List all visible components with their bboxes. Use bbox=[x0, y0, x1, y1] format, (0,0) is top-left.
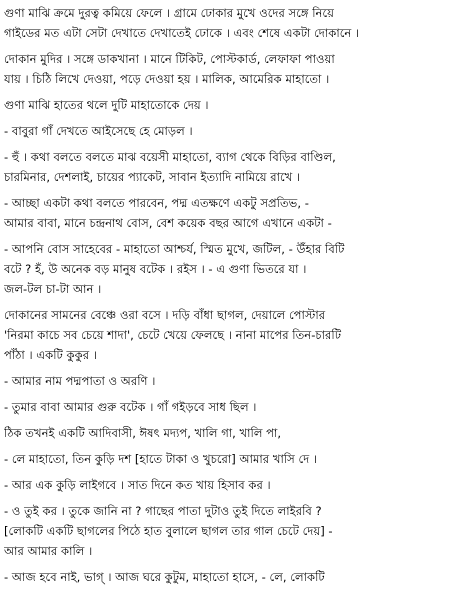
paragraph-12 bbox=[4, 449, 450, 469]
paragraph-8 bbox=[4, 305, 450, 365]
text-line: - ও তুই কর । তুকে জানি না ? গাছের পাতা দুটাও তুই দিতে লাইরবি ? bbox=[4, 504, 322, 518]
paragraph-2 bbox=[4, 49, 450, 89]
text-line: পাঁঠা । একটি কুকুর । bbox=[4, 348, 97, 362]
text-line: - লে মাহাতো, তিন কুড়ি দশ [হাতে টাকা ও খুচরো] আমার খাসি দে । bbox=[4, 452, 318, 466]
text-line: - আজ হবে নাই, ভাগ্ । আজ ঘরে কুটুম, মাহাতো হাসে, - লে, লোকটি bbox=[4, 570, 325, 584]
paragraph-4 bbox=[4, 121, 450, 141]
text-line: গাইডের মত এটা সেটা দেখাতে দেখাতেই ঢোকে । এবং শেষে একটা দোকানে । bbox=[4, 26, 360, 40]
text-line: গুণা মাঝি হাতের থলে দুটি মাহাতোকে দেয় । bbox=[4, 98, 209, 112]
text-line: যায় । চিঠি লিখে দেওয়া, পড়ে দেওয়া হয় । মালিক, আমেরিক মাহাতো । bbox=[4, 72, 330, 86]
text-line: দোকান মুদির । সঙ্গে ডাকখানা । মানে টিকিট, পোস্টকার্ড, লেফাফা পাওয়া bbox=[4, 52, 335, 66]
paragraph-10 bbox=[4, 397, 450, 417]
text-line: চারমিনার, দেশলাই, চায়ের প্যাকেট, সাবান ইত্যাদি নামিয়ে রাখে । bbox=[4, 170, 301, 184]
text-line: গুণা মাঝি ক্রমে দুরত্ব কমিয়ে ফেলে । গ্রামে ঢোকার মুখে ওদের সঙ্গে নিয়ে bbox=[4, 6, 334, 20]
text-line: - বাবুরা গাঁ দেখতে আইসেছে হে মোড়ল । bbox=[4, 124, 193, 138]
text-line: - আর এক কুড়ি লাইগবে । সাত দিনে কত খায় হিসাব কর । bbox=[4, 478, 271, 492]
text-line: বটে ? হঁ, উ অনেক বড় মানুষ বটেক । রইস । - এ গুণা ভিতরে যা । bbox=[4, 262, 307, 276]
text-line: - আপনি বোস সাহেবের - মাহাতো আশ্চর্য, স্মিত মুখে, জটিল, - উঁহার বিটি bbox=[4, 242, 345, 256]
text-line: - তুমার বাবা আমার গুরু বটেক । গাঁ গইড়বে সাধ ছিল । bbox=[4, 400, 257, 414]
paragraph-5 bbox=[4, 147, 450, 187]
text-line: [লোকটি একটি ছাগলের পিঠে হাত বুলালে ছাগল তার গাল চেটে দেয়] - bbox=[4, 524, 333, 538]
paragraph-13 bbox=[4, 475, 450, 495]
text-line: ঠিক তখনই একটি আদিবাসী, ঈষৎ মদ্যপ, খালি গা, খালি পা, bbox=[4, 426, 282, 440]
text-line: 'নিরমা কাচে সব চেয়ে শাদা', চেটে খেয়ে ফেলছে । নানা মাপের তিন-চারটি bbox=[4, 328, 342, 342]
text-line: আর আমার কালি । bbox=[4, 544, 93, 558]
paragraph-1 bbox=[4, 3, 450, 43]
text-line: - আচ্ছা একটা কথা বলতে পারবেন, পদ্ম এতক্ষণে একটু সপ্রতিভ, - bbox=[4, 196, 309, 210]
paragraph-11 bbox=[4, 423, 450, 443]
paragraph-6 bbox=[4, 193, 450, 233]
paragraph-15 bbox=[4, 567, 450, 587]
text-line: দোকানের সামনের বেঞ্চে ওরা বসে । দড়ি বাঁধা ছাগল, দেয়ালে পোস্টার bbox=[4, 308, 326, 322]
paragraph-7 bbox=[4, 239, 450, 299]
paragraph-3 bbox=[4, 95, 450, 115]
paragraph-9 bbox=[4, 371, 450, 391]
text-line: - হুঁ । কথা বলতে বলতে মাঝ বয়েসী মাহাতো, ব্যাগ থেকে বিড়ির বাণ্ডিল, bbox=[4, 150, 336, 164]
text-line: জল-টল চা-টা আন । bbox=[4, 282, 102, 296]
text-line: - আমার নাম পদ্মপাতা ও অরণি । bbox=[4, 374, 156, 388]
paragraph-14 bbox=[4, 501, 450, 561]
text-line: আমার বাবা, মানে চন্দ্রনাথ বোস, বেশ কয়েক বছর আগে এখানে একটা - bbox=[4, 216, 332, 230]
